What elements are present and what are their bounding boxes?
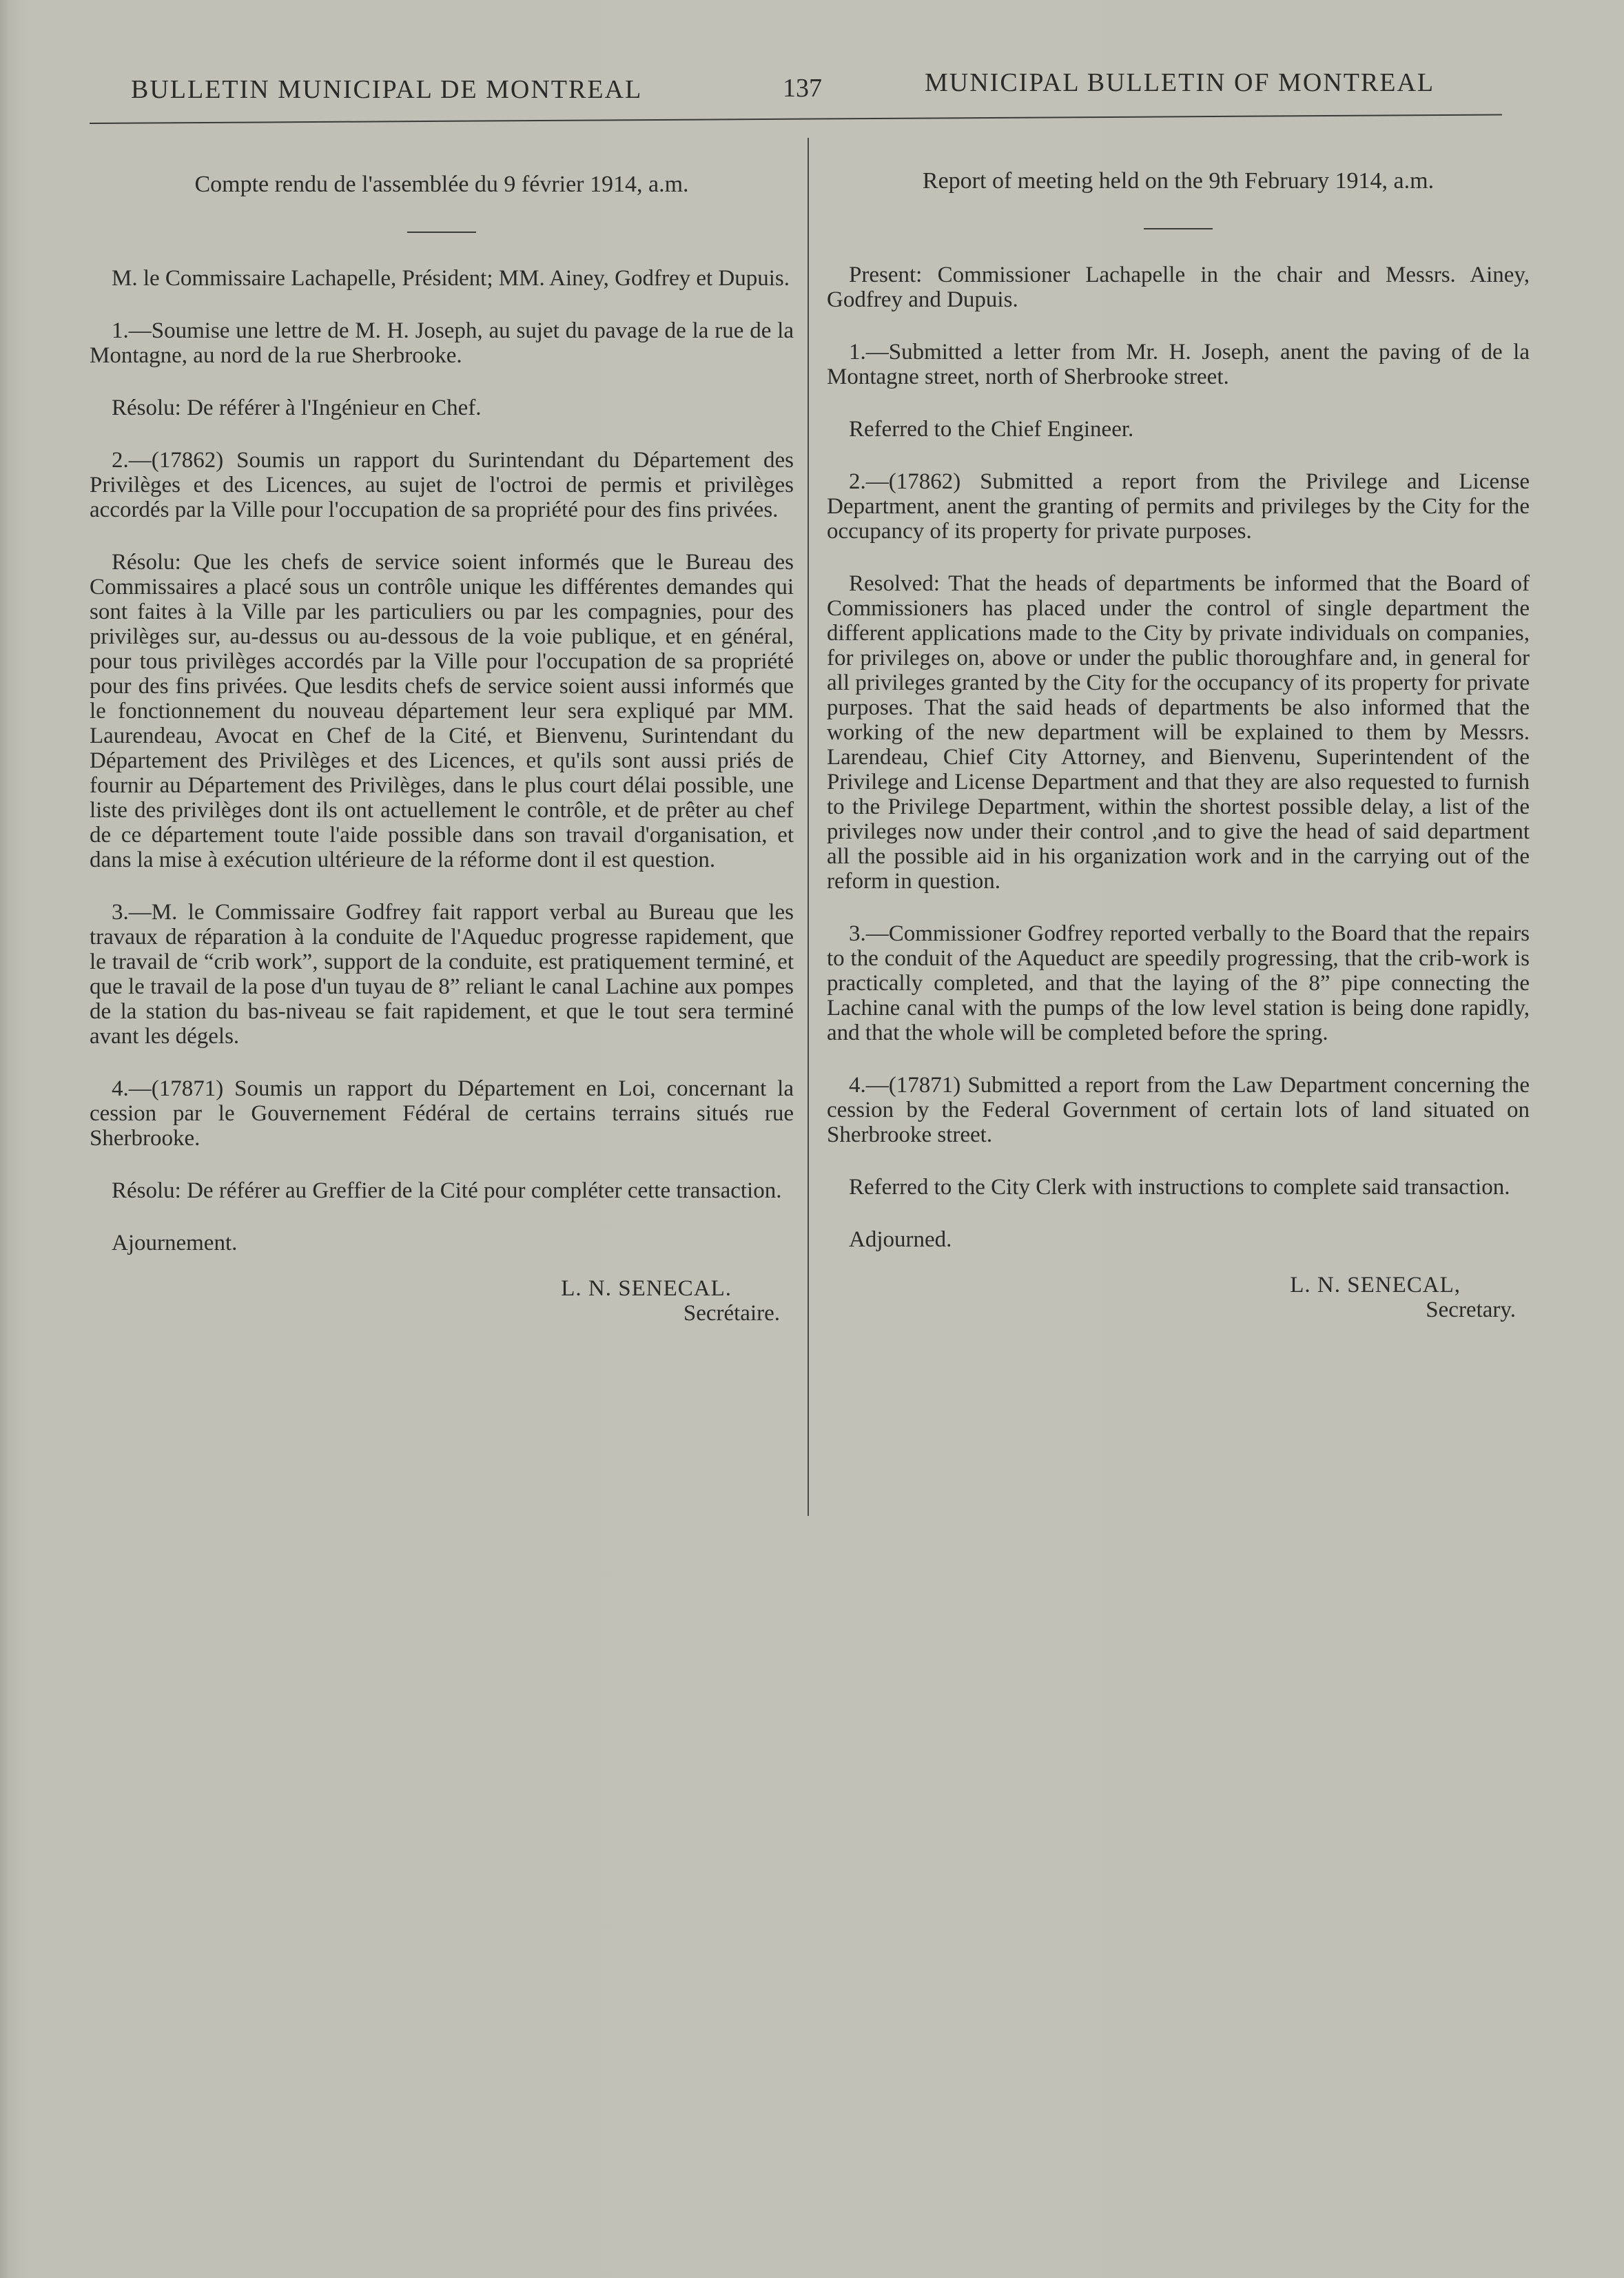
english-column <box>827 169 1530 1322</box>
header-title-english: MUNICIPAL BULLETIN OF MONTREAL <box>925 68 1435 97</box>
french-column <box>90 172 794 1326</box>
item-3-english: 3.—Commissioner Godfrey reported verbally to the Board that the repairs to the conduit of the Aqueduct are speedily progressing, that the crib-work is practically completed, and that the laying of the 8” pipe connecting the Lachine canal with the pumps of the low level station is being done rapidly, and that the whole will be completed before the spring. <box>827 921 1530 1045</box>
item-2-resolution-french: Résolu: Que les chefs de service soient informés que le Bureau des Commissaires a placé sous un contrôle unique les différentes demandes qui sont faites à la Ville par les particuliers ou par les compagnies, pour des privilèges sur, au-dessus ou au-dessous de la voie publique, et en général, pour tous privilèges accordés par la Ville pour l'occupation de sa propriété pour des fins privées. Que lesdits chefs de service soient aussi informés que le fonctionnement du nouveau département leur sera expliqué par MM. Laurendeau, Avocat en Chef de la Cité, et Bienvenu, Surintendant du Département des Privilèges et des Licences, et qu'ils sont aussi priés de fournir au Département des Privilèges, dans le plus court délai possible, une liste des privilèges dont ils ont actuellement le contrôle, et de prêter au chef de ce département toute l'aide possible dans son travail d'organisation, et dans la mise à exécution ultérieure de la réforme dont il est question. <box>90 550 794 872</box>
running-header <box>131 68 1502 109</box>
meeting-title-french: Compte rendu de l'assemblée du 9 février 1914, a.m. <box>194 172 689 197</box>
column-divider <box>808 138 809 1516</box>
item-4-resolution-french: Résolu: De référer au Greffier de la Cité pour compléter cette transaction. <box>112 1178 782 1203</box>
item-4-english: 4.—(17871) Submitted a report from the Law Department concerning the cession by the Federal Government of certain lots of land situated on Sherbrooke street. <box>827 1073 1530 1147</box>
signature-role-french: Secrétaire. <box>683 1301 780 1326</box>
item-1-english: 1.—Submitted a letter from Mr. H. Joseph, anent the paving of de la Montagne street, north of Sherbrooke street. <box>827 340 1530 389</box>
title-rule-english <box>1144 228 1213 229</box>
item-4-french: 4.—(17871) Soumis un rapport du Département en Loi, concernant la cession par le Gouvernement Fédéral de certains terrains situés rue Sherbrooke. <box>90 1076 794 1151</box>
signature-english: L. N. SENECAL, <box>1290 1273 1461 1297</box>
attendance-english: Present: Commissioner Lachapelle in the chair and Messrs. Ainey, Godfrey and Dupuis. <box>827 263 1530 312</box>
title-rule-french <box>407 232 476 233</box>
attendance-french: M. le Commissaire Lachapelle, Président; MM. Ainey, Godfrey et Dupuis. <box>112 266 790 291</box>
header-rule <box>90 114 1502 124</box>
meeting-title-english: Report of meeting held on the 9th February 1914, a.m. <box>922 168 1435 194</box>
page-number: 137 <box>783 74 822 103</box>
adjournment-english: Adjourned. <box>849 1227 952 1252</box>
item-1-french: 1.—Soumise une lettre de M. H. Joseph, au sujet du pavage de la rue de la Montagne, au nord de la rue Sherbrooke. <box>90 318 794 368</box>
item-1-resolution-english: Referred to the Chief Engineer. <box>849 417 1134 442</box>
header-title-french: BULLETIN MUNICIPAL DE MONTREAL <box>131 75 643 104</box>
item-2-french: 2.—(17862) Soumis un rapport du Surintendant du Département des Privilèges et des Licences, au sujet de l'octroi de permis et privilèges accordés par la Ville pour l'occupation de sa propriété pour des fins privées. <box>90 448 794 522</box>
item-2-resolution-english: Resolved: That the heads of departments be informed that the Board of Commissioners has placed under the control of single department the different applications made to the City by private individuals on companies, for privileges on, above or under the public thoroughfare and, in general for all privileges granted by the City for the occupancy of its property for private purposes. That the said heads of departments be also informed that the working of the new department will be explained to them by Messrs. Larendeau, Chief City Attorney, and Bienvenu, Superintendent of the Privilege and License Department and that they are also requested to furnish to the Privilege Department, within the shortest possible delay, a list of the privileges now under their control ,and to give the head of said department all the possible aid in his organization work and in the carrying out of the reform in question. <box>827 571 1530 894</box>
item-2-english: 2.—(17862) Submitted a report from the Privilege and License Department, anent the granting of permits and privileges by the City for the occupancy of its property for private purposes. <box>827 469 1530 544</box>
signature-french: L. N. SENECAL. <box>561 1276 732 1301</box>
item-1-resolution-french: Résolu: De référer à l'Ingénieur en Chef. <box>112 396 482 420</box>
item-3-french: 3.—M. le Commissaire Godfrey fait rapport verbal au Bureau que les travaux de réparation à la conduite de l'Aqueduc progresse rapidement, que le travail de “crib work”, support de la conduite, est pratiquement terminé, et que le travail de la pose d'un tuyau de 8” reliant le canal Lachine aux pompes de la station du bas-niveau se fait rapidement, et que le tout sera terminé avant les dégels. <box>90 900 794 1049</box>
adjournment-french: Ajournement. <box>112 1231 238 1255</box>
item-4-resolution-english: Referred to the City Clerk with instructions to complete said transaction. <box>849 1175 1510 1200</box>
signature-role-english: Secretary. <box>1426 1297 1516 1322</box>
